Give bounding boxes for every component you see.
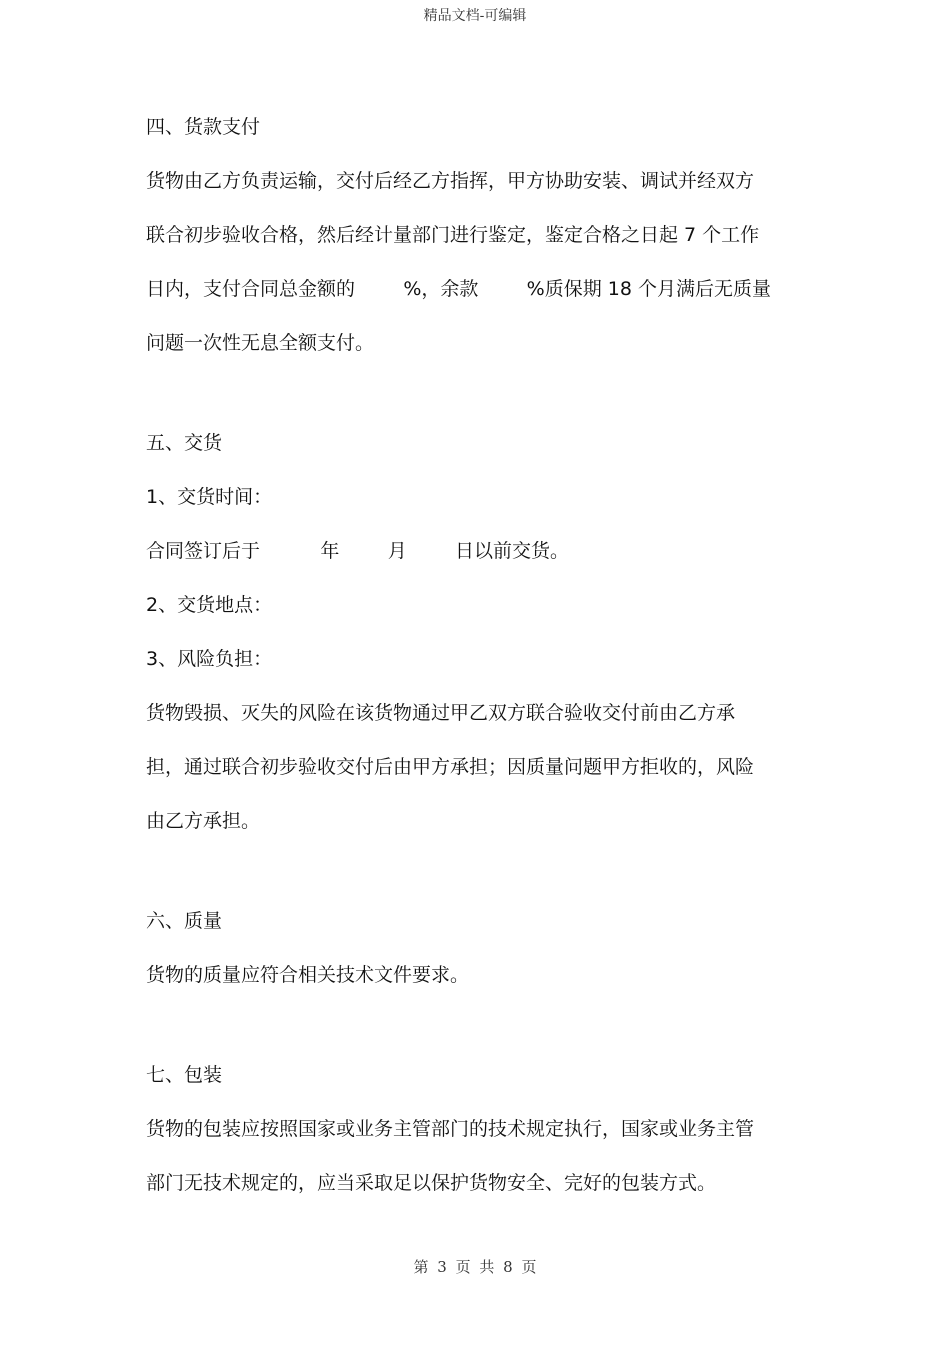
section-heading-delivery: 五、交货 xyxy=(146,432,223,454)
payment-line-3: 日内，支付合同总金额的 %，余款 %质保期 18 个月满后无质量 xyxy=(146,278,771,300)
delivery-time-title: 1、交货时间： xyxy=(146,486,273,508)
risk-line-1: 货物毁损、灭失的风险在该货物通过甲乙双方联合验收交付前由乙方承 xyxy=(146,702,736,724)
section-heading-quality: 六、质量 xyxy=(146,910,223,932)
page-header: 精品文档-可编辑 xyxy=(423,8,527,24)
page-footer: 第 3 页 共 8 页 xyxy=(413,1258,537,1276)
delivery-time-text: 合同签订后于 年 月 日以前交货。 xyxy=(146,540,570,562)
packaging-line-2: 部门无技术规定的，应当采取足以保护货物安全、完好的包装方式。 xyxy=(146,1172,717,1194)
risk-line-2: 担，通过联合初步验收交付后由甲方承担；因质量问题甲方拒收的，风险 xyxy=(146,756,755,778)
quality-text: 货物的质量应符合相关技术文件要求。 xyxy=(146,964,470,986)
risk-line-3: 由乙方承担。 xyxy=(146,810,261,832)
risk-title: 3、风险负担： xyxy=(146,648,273,670)
payment-line-4: 问题一次性无息全额支付。 xyxy=(146,332,375,354)
payment-line-1: 货物由乙方负责运输，交付后经乙方指挥，甲方协助安装、调试并经双方 xyxy=(146,170,755,192)
section-heading-payment: 四、货款支付 xyxy=(146,116,261,138)
delivery-place-title: 2、交货地点： xyxy=(146,594,273,616)
payment-line-2: 联合初步验收合格，然后经计量部门进行鉴定，鉴定合格之日起 7 个工作 xyxy=(146,224,760,246)
packaging-line-1: 货物的包装应按照国家或业务主管部门的技术规定执行，国家或业务主管 xyxy=(146,1118,755,1140)
section-heading-packaging: 七、包装 xyxy=(146,1064,223,1086)
